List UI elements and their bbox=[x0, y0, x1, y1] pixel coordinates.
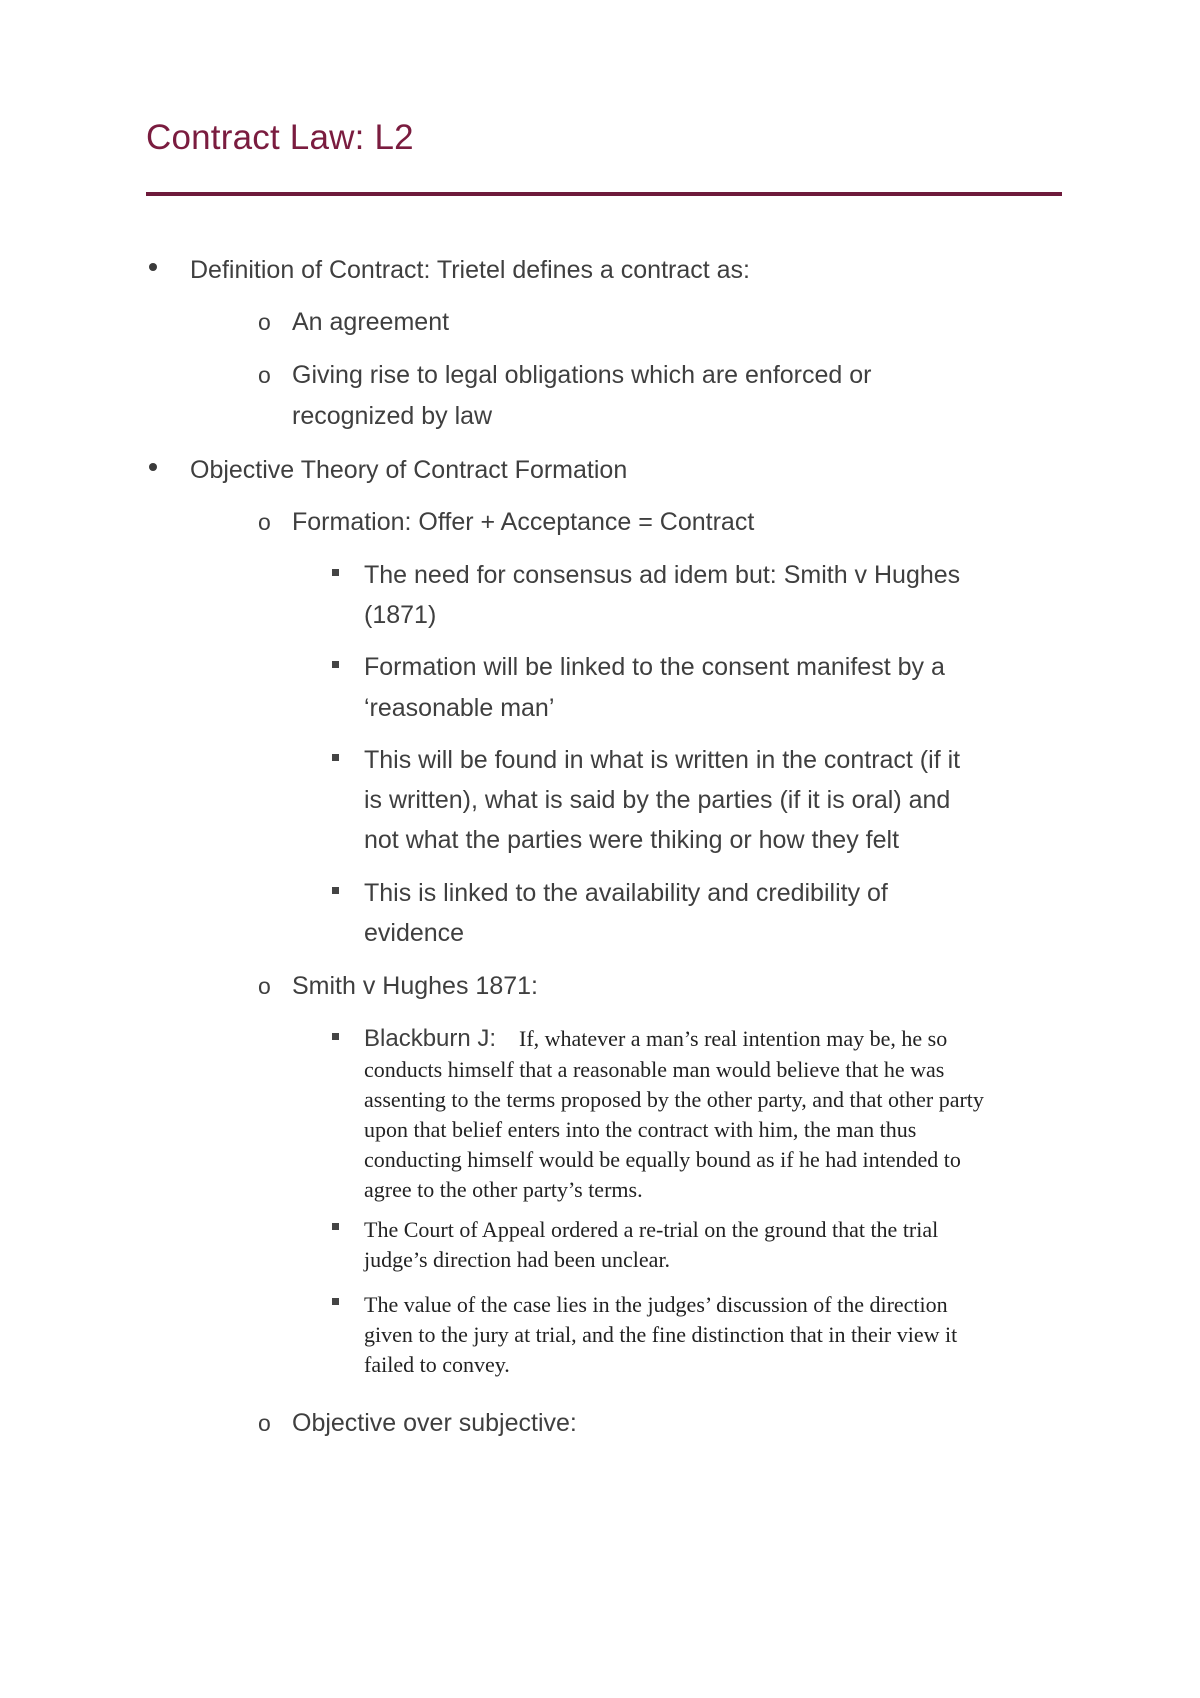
square-item-reasonable-man-line1: Formation will be linked to the consent manifest by a bbox=[364, 653, 945, 681]
square-bullet-icon bbox=[332, 661, 339, 668]
circle-bullet-icon: o bbox=[258, 362, 271, 388]
sub-item-objective-over-subjective: Objective over subjective: bbox=[292, 1409, 577, 1437]
square-bullet-icon bbox=[332, 1298, 339, 1305]
circle-bullet-icon: o bbox=[258, 309, 271, 335]
value-of-case-line1: The value of the case lies in the judges’ discussion of the direction bbox=[364, 1292, 948, 1317]
title-underline bbox=[146, 192, 1062, 196]
blackburn-quote-line4: upon that belief enters into the contract with him, the man thus bbox=[364, 1117, 917, 1142]
blackburn-quote-line2: conducts himself that a reasonable man would believe that he was bbox=[364, 1057, 945, 1082]
circle-bullet-icon: o bbox=[258, 509, 271, 535]
square-bullet-icon bbox=[332, 754, 339, 761]
sub-item-smith-v-hughes: Smith v Hughes 1871: bbox=[292, 972, 538, 1000]
sub-item-formation: Formation: Offer + Acceptance = Contract bbox=[292, 508, 755, 536]
circle-bullet-icon: o bbox=[258, 1410, 271, 1436]
square-item-reasonable-man-line2: ‘reasonable man’ bbox=[364, 694, 555, 722]
blackburn-quote-line5: conducting himself would be equally bound as if he had intended to bbox=[364, 1147, 961, 1172]
sub-item-legal-obligations-line2: recognized by law bbox=[292, 402, 493, 430]
bullet-dot-icon bbox=[149, 263, 157, 271]
sub-item-legal-obligations-line1: Giving rise to legal obligations which are enforced or bbox=[292, 361, 872, 389]
square-bullet-icon bbox=[332, 887, 339, 894]
square-bullet-icon bbox=[332, 1223, 339, 1230]
circle-bullet-icon: o bbox=[258, 973, 271, 999]
square-item-evidence-line1: This is linked to the availability and credibility of bbox=[364, 879, 888, 907]
square-bullet-icon bbox=[332, 1033, 339, 1040]
square-item-written-line3: not what the parties were thiking or how they felt bbox=[364, 826, 900, 854]
bullet-dot-icon bbox=[149, 463, 157, 471]
square-item-evidence-line2: evidence bbox=[364, 919, 465, 947]
court-of-appeal-line2: judge’s direction had been unclear. bbox=[364, 1247, 671, 1272]
square-item-written-line1: This will be found in what is written in the contract (if it bbox=[364, 746, 961, 774]
document-title: Contract Law: L2 bbox=[146, 118, 414, 157]
blackburn-quote-line3: assenting to the terms proposed by the other party, and that other party bbox=[364, 1087, 984, 1112]
blackburn-quote-line1: If, whatever a man’s real intention may be, he so bbox=[519, 1026, 948, 1051]
blackburn-quote-line6: agree to the other party’s terms. bbox=[364, 1177, 643, 1202]
blackburn-j-lead: Blackburn J: bbox=[364, 1025, 497, 1052]
square-item-consensus-line2: (1871) bbox=[364, 601, 437, 629]
bullet-definition-of-contract: Definition of Contract: Trietel defines a contract as: bbox=[190, 256, 750, 284]
sub-item-an-agreement: An agreement bbox=[292, 308, 450, 336]
value-of-case-line2: given to the jury at trial, and the fine distinction that in their view it bbox=[364, 1322, 958, 1347]
bullet-objective-theory: Objective Theory of Contract Formation bbox=[190, 456, 628, 484]
square-item-written-line2: is written), what is said by the parties (if it is oral) and bbox=[364, 786, 951, 814]
square-bullet-icon bbox=[332, 569, 339, 576]
square-item-consensus-line1: The need for consensus ad idem but: Smith v Hughes bbox=[364, 561, 961, 589]
court-of-appeal-line1: The Court of Appeal ordered a re-trial on the ground that the trial bbox=[364, 1217, 939, 1242]
value-of-case-line3: failed to convey. bbox=[364, 1352, 510, 1377]
